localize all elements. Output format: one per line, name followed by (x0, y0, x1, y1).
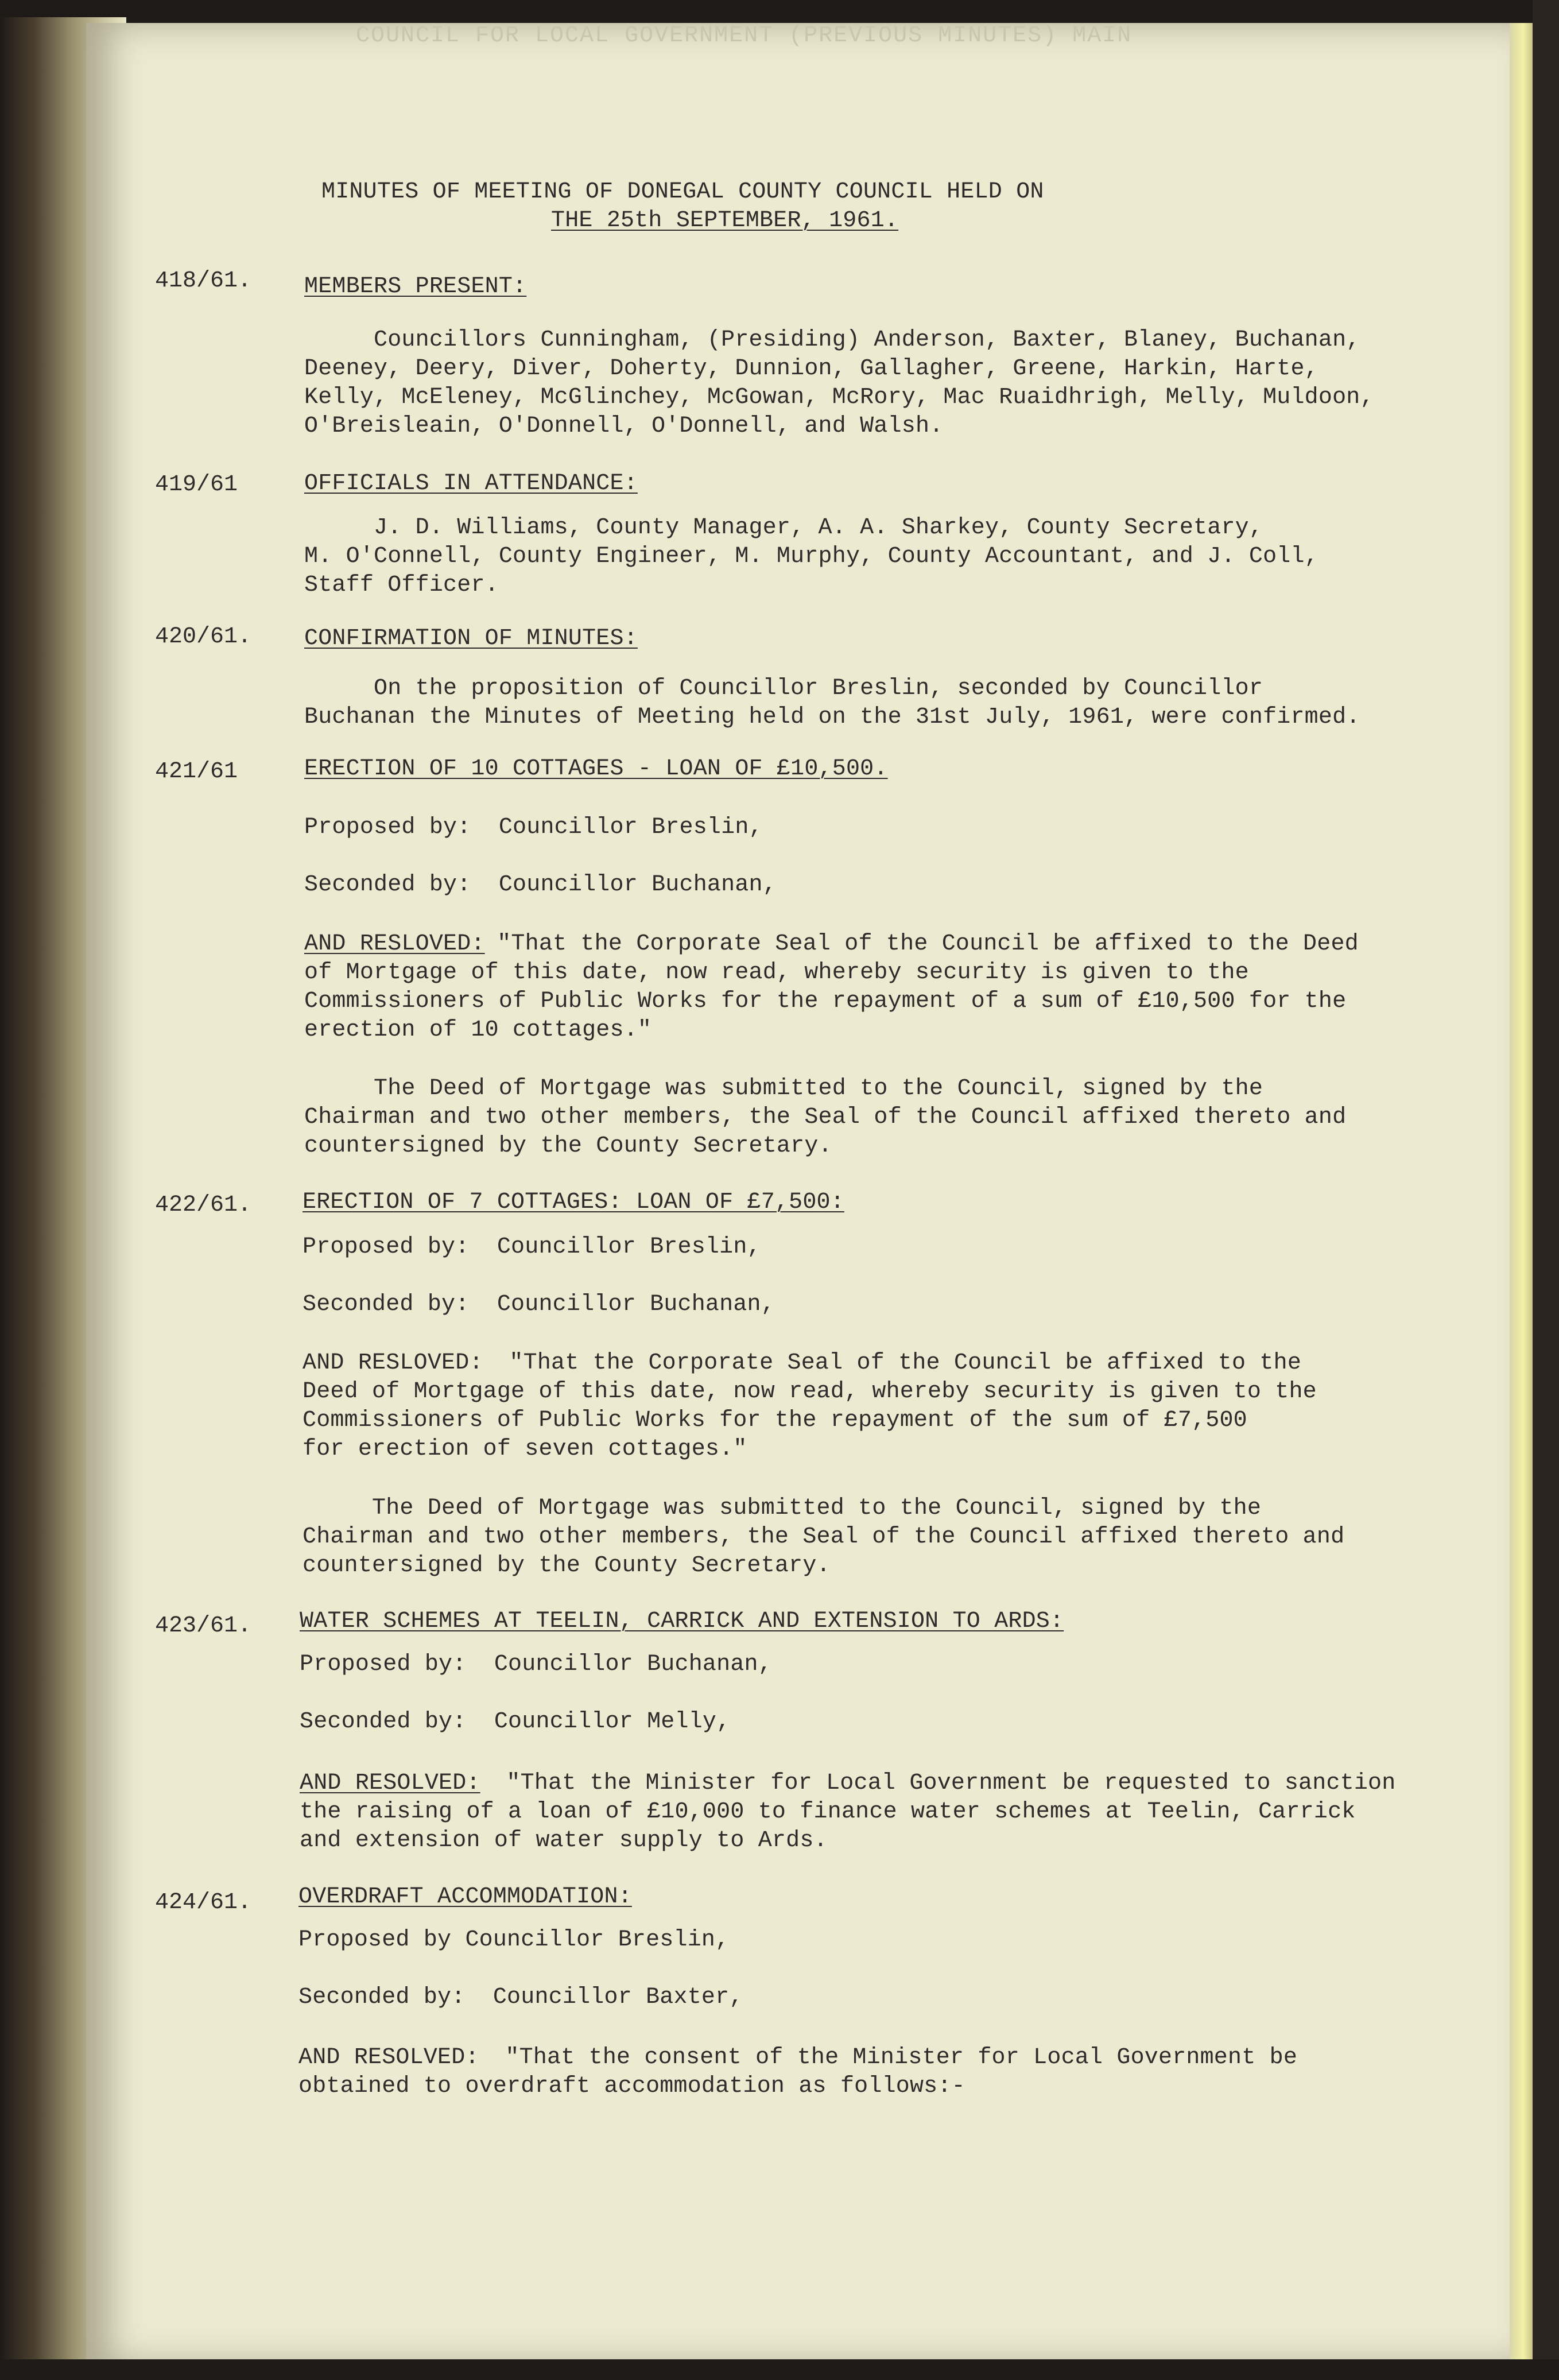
proposed-line: Proposed by: Councillor Buchanan, (300, 1652, 772, 1677)
resolved-line: of Mortgage of this date, now read, whereby security is given to the (304, 960, 1249, 986)
minutes-date: THE 25th SEPTEMBER, 1961. (551, 208, 899, 234)
bleed-through-text: COUNCIL FOR LOCAL GOVERNMENT (PREVIOUS MINUTES) MAIN (356, 23, 1133, 49)
seconded-line: Seconded by: Councillor Buchanan, (303, 1292, 775, 1317)
resolved-line: "That the Corporate Seal of the Council be affixed to the (482, 1350, 1302, 1376)
item-heading: MEMBERS PRESENT: (304, 274, 527, 300)
officials-line: J. D. Williams, County Manager, A. A. Sharkey, County Secretary, (304, 515, 1263, 541)
minutes-line: On the proposition of Councillor Breslin, seconded by Councillor (304, 676, 1263, 701)
item-heading: OFFICIALS IN ATTENDANCE: (304, 471, 638, 497)
seconded-line: Seconded by: Councillor Buchanan, (304, 872, 777, 898)
resolved-line: the raising of a loan of £10,000 to finance water schemes at Teelin, Carrick (300, 1799, 1356, 1825)
minutes-line: Buchanan the Minutes of Meeting held on the 31st July, 1961, were confirmed. (304, 704, 1360, 730)
resolved-line: erection of 10 cottages." (304, 1017, 652, 1043)
deed-line: The Deed of Mortgage was submitted to the Council, signed by the (304, 1076, 1263, 1102)
members-line: Kelly, McEleney, McGlinchey, McGowan, McRory, Mac Ruaidhrigh, Melly, Muldoon, (304, 385, 1374, 410)
officials-line: Staff Officer. (304, 572, 499, 598)
members-line: Councillors Cunningham, (Presiding) Anderson, Baxter, Blaney, Buchanan, (304, 327, 1360, 353)
seconded-line: Seconded by: Councillor Melly, (300, 1709, 731, 1735)
resolved-line: "That the Minister for Local Government be requested to sanction (479, 1770, 1396, 1796)
item-number: 424/61. (155, 1890, 252, 1916)
proposed-line: Proposed by Councillor Breslin, (298, 1927, 730, 1953)
scan-bottom-border (0, 2359, 1559, 2380)
resolved-line: "That the consent of the Minister for Local Government be (478, 2045, 1298, 2071)
item-number: 418/61. (155, 268, 252, 294)
resolved-line: for erection of seven cottages." (303, 1436, 747, 1462)
item-number: 421/61 (155, 759, 238, 785)
deed-line: The Deed of Mortgage was submitted to the Council, signed by the (303, 1495, 1262, 1521)
item-number: 419/61 (155, 472, 238, 498)
item-number: 422/61. (155, 1192, 252, 1218)
resolved-label: AND RESLOVED: (304, 931, 485, 957)
deed-line: countersigned by the County Secretary. (304, 1133, 832, 1159)
resolved-label: AND RESOLVED: (298, 2045, 479, 2071)
resolved-line: "That the Corporate Seal of the Council be affixed to the Deed (483, 931, 1359, 957)
proposed-line: Proposed by: Councillor Breslin, (303, 1234, 761, 1260)
officials-line: M. O'Connell, County Engineer, M. Murphy, County Accountant, and J. Coll, (304, 544, 1318, 569)
page-edge (1510, 23, 1533, 2365)
resolved-label: AND RESOLVED: (300, 1770, 480, 1796)
minutes-title: MINUTES OF MEETING OF DONEGAL COUNTY COUNCIL HELD ON (321, 179, 1044, 205)
deed-line: Chairman and two other members, the Seal of the Council affixed thereto and (304, 1104, 1347, 1130)
item-heading: OVERDRAFT ACCOMMODATION: (298, 1884, 632, 1910)
seconded-line: Seconded by: Councillor Baxter, (298, 1984, 743, 2010)
members-line: Deeney, Deery, Diver, Doherty, Dunnion, Gallagher, Greene, Harkin, Harte, (304, 356, 1318, 382)
item-heading: WATER SCHEMES AT TEELIN, CARRICK AND EXTENSION TO ARDS: (300, 1608, 1064, 1634)
members-line: O'Breisleain, O'Donnell, O'Donnell, and Walsh. (304, 413, 944, 439)
item-heading: ERECTION OF 10 COTTAGES - LOAN OF £10,500. (304, 756, 888, 782)
resolved-line: Deed of Mortgage of this date, now read, whereby security is given to the (303, 1379, 1317, 1405)
item-number: 420/61. (155, 624, 252, 650)
deed-line: Chairman and two other members, the Seal of the Council affixed thereto and (303, 1524, 1345, 1550)
proposed-line: Proposed by: Councillor Breslin, (304, 815, 763, 840)
resolved-line: obtained to overdraft accommodation as follows:- (298, 2073, 965, 2099)
resolved-line: Commissioners of Public Works for the repayment of the sum of £7,500 (303, 1408, 1247, 1433)
item-heading: CONFIRMATION OF MINUTES: (304, 626, 638, 652)
resolved-label: AND RESLOVED: (303, 1350, 483, 1376)
resolved-line: Commissioners of Public Works for the repayment of a sum of £10,500 for the (304, 989, 1347, 1014)
item-heading: ERECTION OF 7 COTTAGES: LOAN OF £7,500: (303, 1189, 844, 1215)
deed-line: countersigned by the County Secretary. (303, 1553, 831, 1579)
scan-right-border (1533, 0, 1559, 2380)
resolved-line: and extension of water supply to Ards. (300, 1828, 828, 1854)
item-number: 423/61. (155, 1613, 252, 1639)
